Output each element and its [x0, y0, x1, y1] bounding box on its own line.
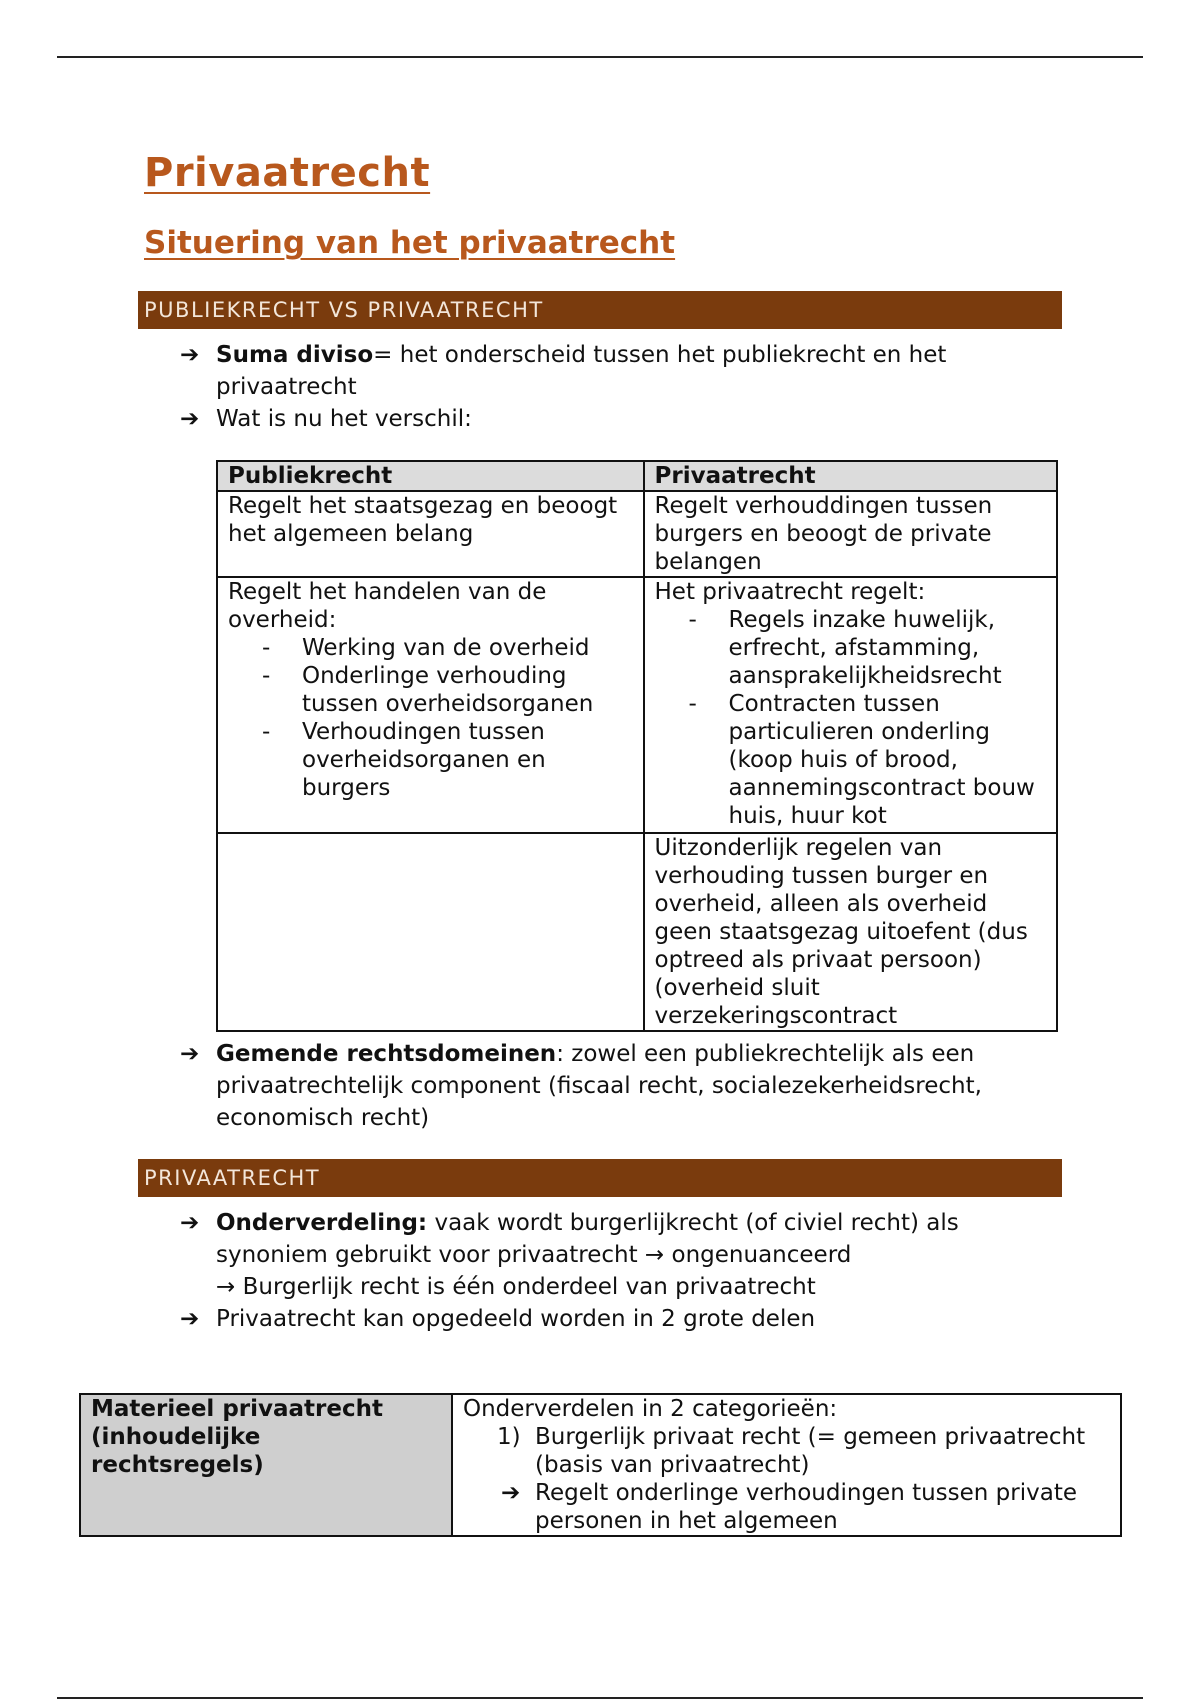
- dash-marker: -: [262, 719, 271, 745]
- table-cell: Uitzonderlijk regelen van verhouding tussen burger en overheid, alleen als overheid geen staatsgezag uitoefent (dus optreed als privaat persoon) (overheid sluit verzekeringscontract: [644, 833, 1057, 1031]
- list-item: [463, 1423, 1110, 1479]
- term-suma-diviso: Suma diviso: [216, 342, 374, 368]
- section-band-privaatrecht: PRIVAATRECHT: [138, 1159, 1062, 1197]
- table-row: [217, 833, 1057, 1031]
- cell-intro: Onderverdelen in 2 categorieën:: [463, 1396, 838, 1422]
- dash-list: [655, 606, 1046, 830]
- dash-list: [228, 634, 633, 802]
- definition-text: vaak wordt burgerlijkrecht (of civiel recht) als synoniem gebruikt voor privaatrecht → ongenuanceerd: [216, 1210, 959, 1268]
- bullet-list-1: [180, 339, 1060, 435]
- arrow-icon: ➔: [180, 1306, 200, 1332]
- arrow-icon: ➔: [180, 406, 200, 432]
- list-item-text: Privaatrecht kan opgedeeld worden in 2 grote delen: [216, 1306, 816, 1332]
- list-item: [180, 339, 1060, 403]
- dash-marker: -: [262, 635, 271, 661]
- list-item-text: Verhoudingen tussen overheidsorganen en burgers: [302, 719, 546, 801]
- header-rule: [57, 56, 1143, 58]
- numbered-list: [463, 1423, 1110, 1535]
- cell-intro: Het privaatrecht regelt:: [654, 579, 926, 605]
- definition-text: : zowel een publiekrechtelijk als een privaatrechtelijk component (fiscaal recht, socialezekerheidsrecht, economisch recht): [216, 1041, 982, 1131]
- bullet-list-3: [180, 1207, 1060, 1335]
- list-item: [180, 403, 1060, 435]
- table-cell-empty: [217, 833, 644, 1031]
- term-onderverdeling: Onderverdeling:: [216, 1210, 428, 1236]
- table-cell: [217, 577, 644, 833]
- comparison-table: [216, 460, 1058, 1032]
- footer-rule: [57, 1697, 1143, 1699]
- privaatrecht-table: [79, 1393, 1122, 1537]
- definition-text: = het onderscheid tussen het publiekrecht en het privaatrecht: [216, 342, 947, 400]
- sub-note: → Burgerlijk recht is één onderdeel van privaatrecht: [216, 1274, 816, 1300]
- arrow-icon: ➔: [501, 1480, 521, 1506]
- list-item: [228, 634, 633, 662]
- term-gemende-rechtsdomeinen: Gemende rechtsdomeinen: [216, 1041, 557, 1067]
- table-cell: Regelt verhouddingen tussen burgers en beoogt de private belangen: [644, 491, 1057, 577]
- dash-marker: -: [688, 607, 697, 633]
- question-text: Wat is nu het verschil:: [216, 406, 472, 432]
- list-item-text: Regels inzake huwelijk, erfrecht, afstamming, aansprakelijkheidsrecht: [728, 607, 1002, 689]
- table-row: [80, 1394, 1121, 1536]
- table-cell: Regelt het staatsgezag en beoogt het algemeen belang: [217, 491, 644, 577]
- table-cell: [644, 577, 1057, 833]
- list-item-text: Burgerlijk privaat recht (= gemeen privaatrecht (basis van privaatrecht): [535, 1424, 1086, 1478]
- list-item: [228, 662, 633, 718]
- arrow-icon: ➔: [180, 1041, 200, 1067]
- list-item: [180, 1303, 1060, 1335]
- list-item: [655, 690, 1046, 830]
- list-item-text: Contracten tussen particulieren onderling (koop huis of brood, aannemingscontract bouw huis, huur kot: [728, 691, 1035, 829]
- table-row: [217, 461, 1057, 491]
- list-item: [228, 718, 633, 802]
- dash-marker: -: [262, 663, 271, 689]
- list-number: 1): [497, 1424, 521, 1450]
- list-item: [463, 1479, 1110, 1535]
- dash-marker: -: [688, 691, 697, 717]
- table-row: [217, 491, 1057, 577]
- arrow-icon: ➔: [180, 342, 200, 368]
- list-item: [180, 1207, 1060, 1303]
- list-item: [180, 1038, 1060, 1134]
- table-cell: [452, 1394, 1121, 1536]
- page-title: Privaatrecht: [144, 150, 431, 196]
- list-item-text: Regelt onderlinge verhoudingen tussen private personen in het algemeen: [535, 1480, 1078, 1534]
- bullet-list-2: [180, 1038, 1060, 1134]
- header-publiekrecht: Publiekrecht: [217, 461, 644, 491]
- list-item-text: Onderlinge verhouding tussen overheidsorganen: [302, 663, 594, 717]
- list-item-text: Werking van de overheid: [302, 635, 590, 661]
- section-title: Situering van het privaatrecht: [144, 225, 676, 261]
- table-row: [217, 577, 1057, 833]
- list-item: [655, 606, 1046, 690]
- header-privaatrecht: Privaatrecht: [644, 461, 1057, 491]
- cell-intro: Regelt het handelen van de overheid:: [228, 579, 547, 633]
- arrow-icon: ➔: [180, 1210, 200, 1236]
- table-cell-heading: Materieel privaatrecht (inhoudelijke rechtsregels): [80, 1394, 452, 1536]
- section-band-publiek-vs-privaat: PUBLIEKRECHT VS PRIVAATRECHT: [138, 291, 1062, 329]
